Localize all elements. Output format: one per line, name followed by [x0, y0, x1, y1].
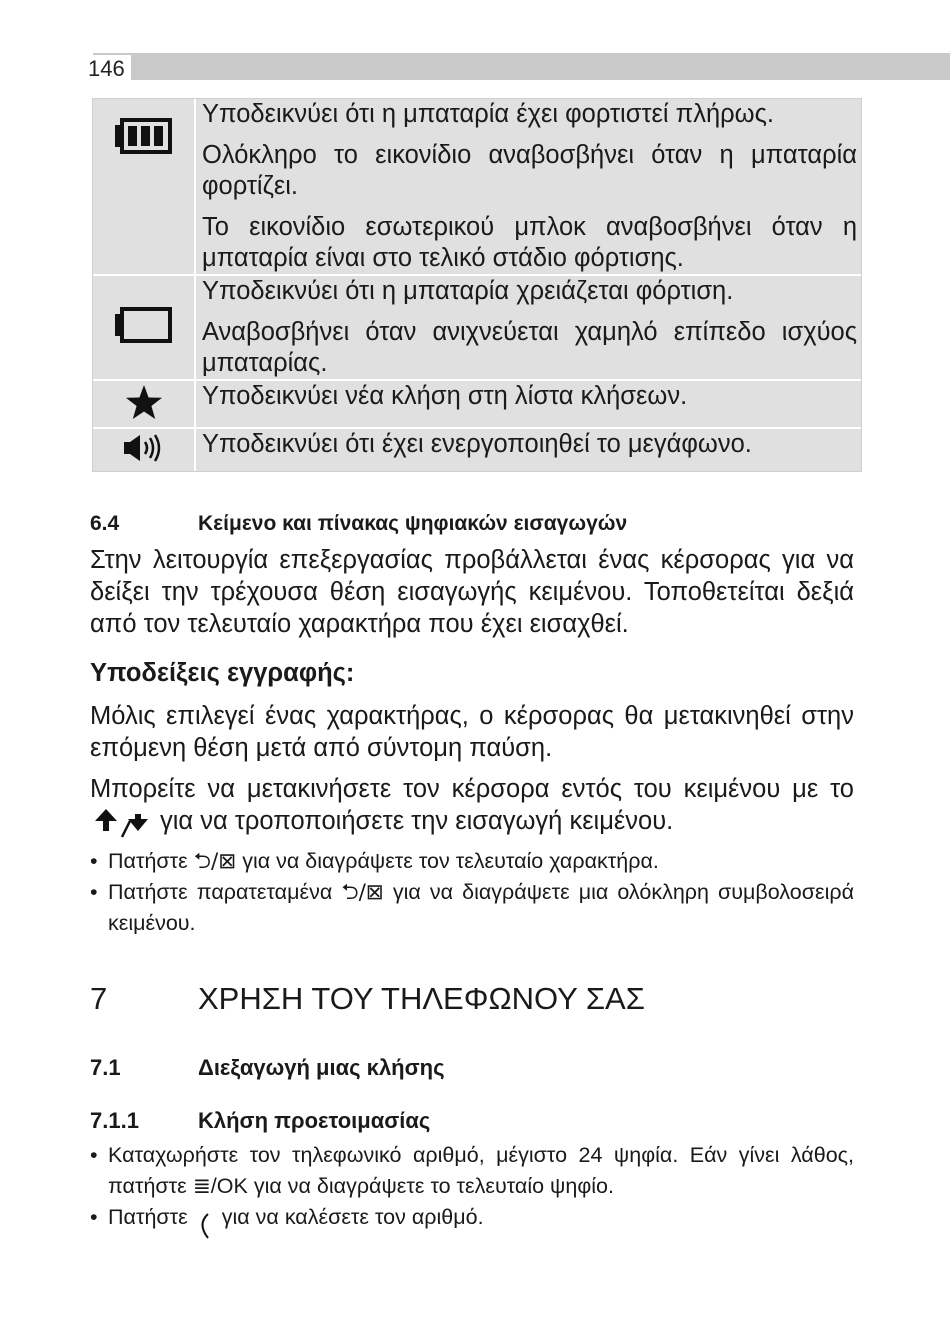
back-delete-key-icon: ⮌/⊠: [193, 849, 237, 874]
battery-empty-icon: [113, 306, 175, 344]
table-text: Υποδεικνύει ότι έχει ενεργοποιηθεί το μεγάφωνο.: [202, 430, 752, 458]
list-item: • Πατήστε για να καλέσετε τον αριθμό.: [90, 1202, 854, 1242]
table-row: [93, 99, 861, 276]
list-item: • Πατήστε παρατεταμένα ⮌/⊠ για να διαγράψετε μια ολόκληρη συμβολοσειρά κειμένου.: [90, 880, 855, 935]
table-text: Ολόκληρο το εικονίδιο αναβοσβήνει όταν η μπαταρία φορτίζει.: [202, 141, 857, 200]
table-row: [93, 429, 861, 471]
section-6-4-text: Στην λειτουργία επεξεργασίας προβάλλεται ένας κέρσορας για να δείξει την τρέχουσα θέση εισαγωγής κειμένου. Τοποθετείται δεξιά από τον τελευταίο χαρακτήρα που έχει εισαχθεί.: [90, 546, 854, 638]
table-text: Αναβοσβήνει όταν ανιχνεύεται χαμηλό επίπεδο ισχύος μπαταρίας.: [202, 318, 857, 377]
header-bar: [93, 53, 950, 80]
call-handset-icon: [194, 1208, 216, 1242]
up-down-arrow-icon: [92, 807, 158, 841]
hints-paragraph-2: Μπορείτε να μετακινήσετε τον κέρσορα εντός του κειμένου με τογια να τροποποιήσετε την εισαγωγή κειμένου.: [90, 773, 854, 841]
section-title: Κείμενο και πίνακας ψηφιακών εισαγωγών: [198, 512, 628, 535]
section-number: 6.4: [90, 512, 120, 535]
section-number: 7.1: [90, 1055, 121, 1080]
menu-icon: ≣: [192, 1174, 211, 1199]
hints-bullets: [90, 846, 854, 939]
status-icons-table: [92, 98, 862, 472]
table-row: [93, 276, 861, 381]
list-item: • Καταχωρήστε τον τηλεφωνικό αριθμό, μέγιστο 24 ψηφία. Εάν γίνει λάθος, πατήστε ≣/OK για να διαγράψετε το τελευταίο ψηφίο.: [90, 1143, 854, 1199]
battery-full-icon: [113, 117, 175, 155]
hints-title: Υποδείξεις εγγραφής:: [90, 659, 355, 687]
table-row: [93, 381, 861, 429]
star-icon: [125, 384, 163, 420]
speaker-icon: [122, 433, 166, 463]
section-heading-7-1: [90, 1055, 870, 1081]
table-text: Υποδεικνύει νέα κλήση στη λίστα κλήσεων.: [202, 382, 688, 410]
ok-key-label: OK: [216, 1174, 248, 1198]
back-delete-key-icon: ⮌/⊠: [341, 880, 384, 905]
page-number: 146: [88, 55, 131, 83]
chapter-heading-7: [90, 981, 870, 1021]
section-heading-6-4: [90, 512, 870, 538]
section-title: Διεξαγωγή μιας κλήσης: [198, 1055, 445, 1080]
section-number: 7.1.1: [90, 1108, 139, 1133]
hints-paragraph-1: Μόλις επιλεγεί ένας χαρακτήρας, ο κέρσορας θα μετακινηθεί στην επόμενη θέση μετά από σύντομη παύση.: [90, 702, 854, 762]
chapter-number: 7: [90, 981, 108, 1016]
table-text: Υποδεικνύει ότι η μπαταρία χρειάζεται φόρτιση.: [202, 277, 734, 305]
chapter-title: ΧΡΗΣΗ ΤΟΥ ΤΗΛΕΦΩΝΟΥ ΣΑΣ: [198, 981, 645, 1016]
list-item: • Πατήστε ⮌/⊠ για να διαγράψετε τον τελευταίο χαρακτήρα.: [90, 849, 659, 874]
table-text: Το εικονίδιο εσωτερικού μπλοκ αναβοσβήνει όταν η μπαταρία είναι στο τελικό στάδιο φόρτισης.: [202, 213, 857, 272]
table-text: Υποδεικνύει ότι η μπαταρία έχει φορτιστεί πλήρως.: [202, 100, 774, 128]
section-7-1-1-bullets: [90, 1140, 854, 1242]
section-title: Κλήση προετοιμασίας: [198, 1108, 431, 1133]
section-heading-7-1-1: [90, 1108, 870, 1134]
